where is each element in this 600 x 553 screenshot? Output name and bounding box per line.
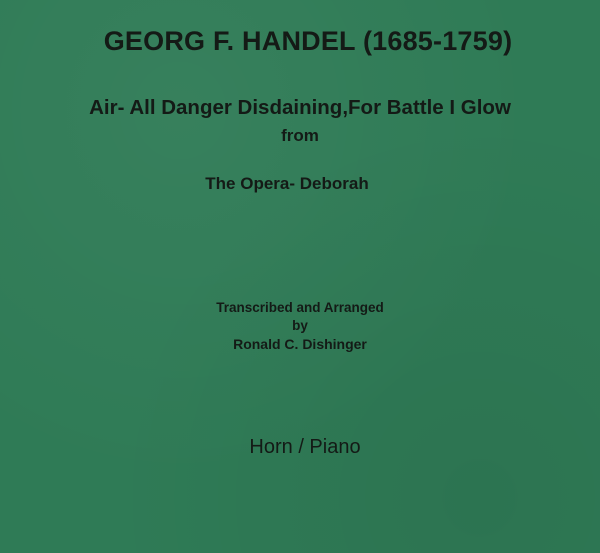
composer-heading: GEORG F. HANDEL (1685-1759) [103, 26, 513, 56]
transcribed-label: Transcribed and Arranged [216, 300, 384, 315]
from-label: from [281, 126, 319, 145]
by-label: by [292, 318, 308, 333]
instrumentation-label: Horn / Piano [249, 436, 361, 458]
arranger-name: Ronald C. Dishinger [233, 336, 367, 352]
piece-title: Air- All Danger Disdaining,For Battle I Glow [89, 96, 511, 119]
opera-title: The Opera- Deborah [205, 174, 369, 193]
